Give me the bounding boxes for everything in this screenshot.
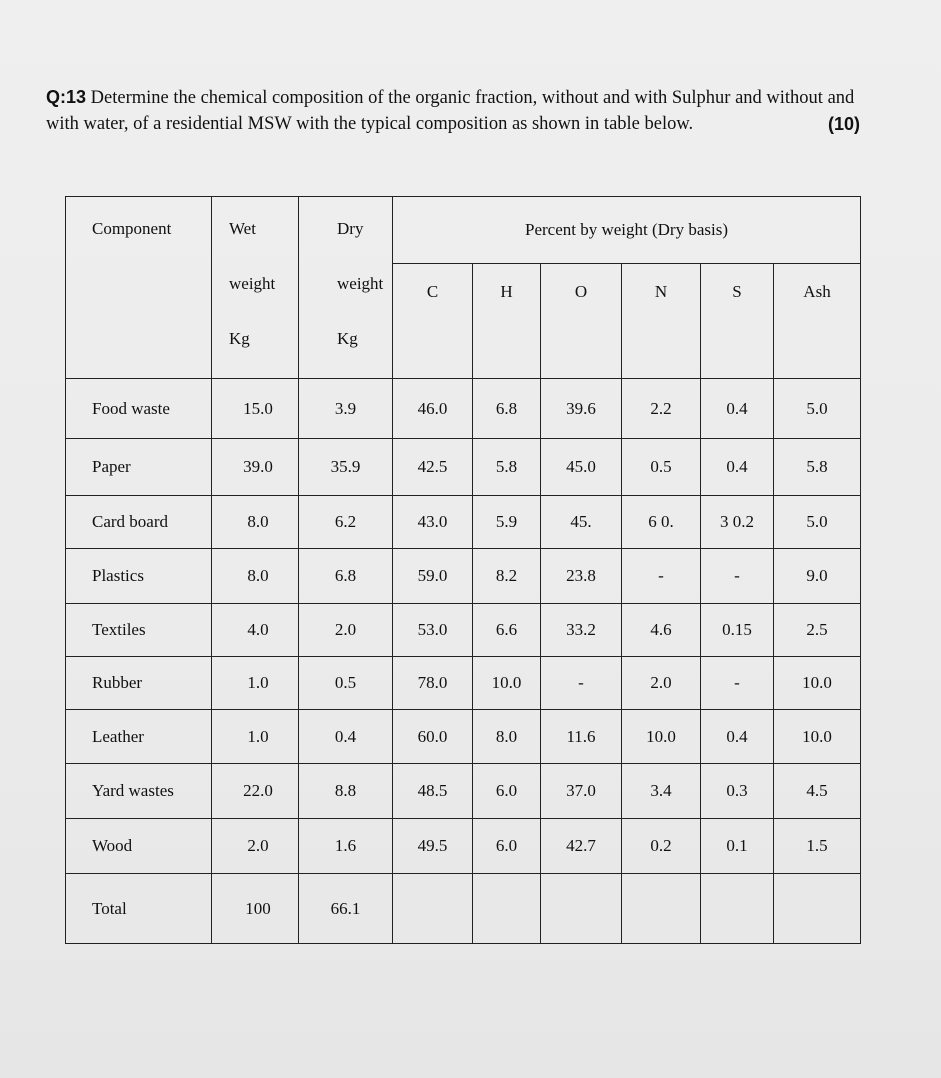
cell-c: 59.0 [393, 549, 473, 604]
cell-h: 6.0 [473, 764, 541, 819]
cell-wet: 22.0 [212, 764, 299, 819]
cell-wet: 2.0 [212, 819, 299, 874]
cell-o: - [541, 657, 622, 710]
table-total-row [66, 874, 861, 944]
cell-c: 53.0 [393, 604, 473, 657]
row-name: Rubber [66, 657, 212, 710]
cell-n: 10.0 [622, 710, 701, 764]
cell-c: 42.5 [393, 439, 473, 496]
cell-s: 0.4 [701, 379, 774, 439]
cell-n: 0.5 [622, 439, 701, 496]
row-name: Total [66, 874, 212, 944]
cell-dry: 8.8 [299, 764, 393, 819]
cell-dry: 6.2 [299, 496, 393, 549]
row-name: Food waste [66, 379, 212, 439]
cell-dry: 0.5 [299, 657, 393, 710]
cell-s: 0.4 [701, 439, 774, 496]
cell-dry: 6.8 [299, 549, 393, 604]
cell-h: 6.0 [473, 819, 541, 874]
row-name: Card board [66, 496, 212, 549]
cell-wet: 8.0 [212, 496, 299, 549]
cell-s: - [701, 549, 774, 604]
cell-c: 78.0 [393, 657, 473, 710]
cell-ash: 5.0 [774, 496, 861, 549]
cell-wet: 15.0 [212, 379, 299, 439]
cell-o: 11.6 [541, 710, 622, 764]
table-row [66, 379, 861, 439]
header-o: O [541, 264, 622, 379]
cell-ash: 1.5 [774, 819, 861, 874]
cell-dry: 3.9 [299, 379, 393, 439]
header-dry-weight: Dry weight Kg [299, 197, 393, 379]
cell-dry: 0.4 [299, 710, 393, 764]
cell-wet: 1.0 [212, 657, 299, 710]
header-component: Component [66, 197, 212, 379]
row-name: Paper [66, 439, 212, 496]
cell-o: 45. [541, 496, 622, 549]
cell-wet: 39.0 [212, 439, 299, 496]
cell-dry: 1.6 [299, 819, 393, 874]
cell-ash: 5.8 [774, 439, 861, 496]
cell-ash: 5.0 [774, 379, 861, 439]
header-wet-weight: Wet weight Kg [212, 197, 299, 379]
cell-n [622, 874, 701, 944]
cell-dry: 35.9 [299, 439, 393, 496]
row-name: Wood [66, 819, 212, 874]
table-header-row [66, 197, 861, 264]
cell-s: 0.4 [701, 710, 774, 764]
cell-ash: 10.0 [774, 657, 861, 710]
cell-s: 0.15 [701, 604, 774, 657]
cell-h [473, 874, 541, 944]
cell-n: 2.2 [622, 379, 701, 439]
cell-c: 49.5 [393, 819, 473, 874]
cell-dry: 66.1 [299, 874, 393, 944]
header-ash: Ash [774, 264, 861, 379]
cell-ash: 10.0 [774, 710, 861, 764]
cell-ash [774, 874, 861, 944]
cell-o: 33.2 [541, 604, 622, 657]
row-name: Plastics [66, 549, 212, 604]
header-c: C [393, 264, 473, 379]
cell-h: 6.8 [473, 379, 541, 439]
cell-c: 60.0 [393, 710, 473, 764]
cell-ash: 2.5 [774, 604, 861, 657]
cell-h: 5.9 [473, 496, 541, 549]
cell-c: 46.0 [393, 379, 473, 439]
cell-h: 6.6 [473, 604, 541, 657]
cell-n: 4.6 [622, 604, 701, 657]
cell-s: 3 0.2 [701, 496, 774, 549]
msw-composition-table [65, 196, 861, 944]
cell-n: - [622, 549, 701, 604]
cell-h: 5.8 [473, 439, 541, 496]
table-row [66, 710, 861, 764]
question-marks: (10) [827, 114, 860, 134]
question-number: Q:13 [46, 87, 87, 107]
cell-n: 0.2 [622, 819, 701, 874]
cell-ash: 9.0 [774, 549, 861, 604]
cell-s [701, 874, 774, 944]
cell-ash: 4.5 [774, 764, 861, 819]
cell-n: 3.4 [622, 764, 701, 819]
cell-o: 23.8 [541, 549, 622, 604]
cell-h: 8.2 [473, 549, 541, 604]
table-row [66, 496, 861, 549]
row-name: Leather [66, 710, 212, 764]
table-row [66, 819, 861, 874]
cell-o [541, 874, 622, 944]
header-h: H [473, 264, 541, 379]
cell-o: 45.0 [541, 439, 622, 496]
table-row [66, 439, 861, 496]
cell-h: 10.0 [473, 657, 541, 710]
cell-wet: 100 [212, 874, 299, 944]
cell-n: 2.0 [622, 657, 701, 710]
cell-c: 43.0 [393, 496, 473, 549]
header-percent-by-weight: Percent by weight (Dry basis) [393, 197, 861, 264]
row-name: Textiles [66, 604, 212, 657]
header-n: N [622, 264, 701, 379]
table-row [66, 549, 861, 604]
question-text: Determine the chemical composition of the organic fraction, without and with Sulphur and without and with water, of a residential MSW with the typical composition as shown in table below. [46, 88, 855, 134]
cell-o: 39.6 [541, 379, 622, 439]
table-row [66, 764, 861, 819]
cell-wet: 1.0 [212, 710, 299, 764]
cell-wet: 4.0 [212, 604, 299, 657]
cell-s: 0.1 [701, 819, 774, 874]
row-name: Yard wastes [66, 764, 212, 819]
cell-c [393, 874, 473, 944]
cell-s: - [701, 657, 774, 710]
cell-s: 0.3 [701, 764, 774, 819]
cell-o: 42.7 [541, 819, 622, 874]
table-row [66, 657, 861, 710]
cell-n: 6 0. [622, 496, 701, 549]
cell-wet: 8.0 [212, 549, 299, 604]
header-s: S [701, 264, 774, 379]
cell-c: 48.5 [393, 764, 473, 819]
question-block [46, 84, 866, 137]
cell-dry: 2.0 [299, 604, 393, 657]
cell-h: 8.0 [473, 710, 541, 764]
cell-o: 37.0 [541, 764, 622, 819]
table-row [66, 604, 861, 657]
